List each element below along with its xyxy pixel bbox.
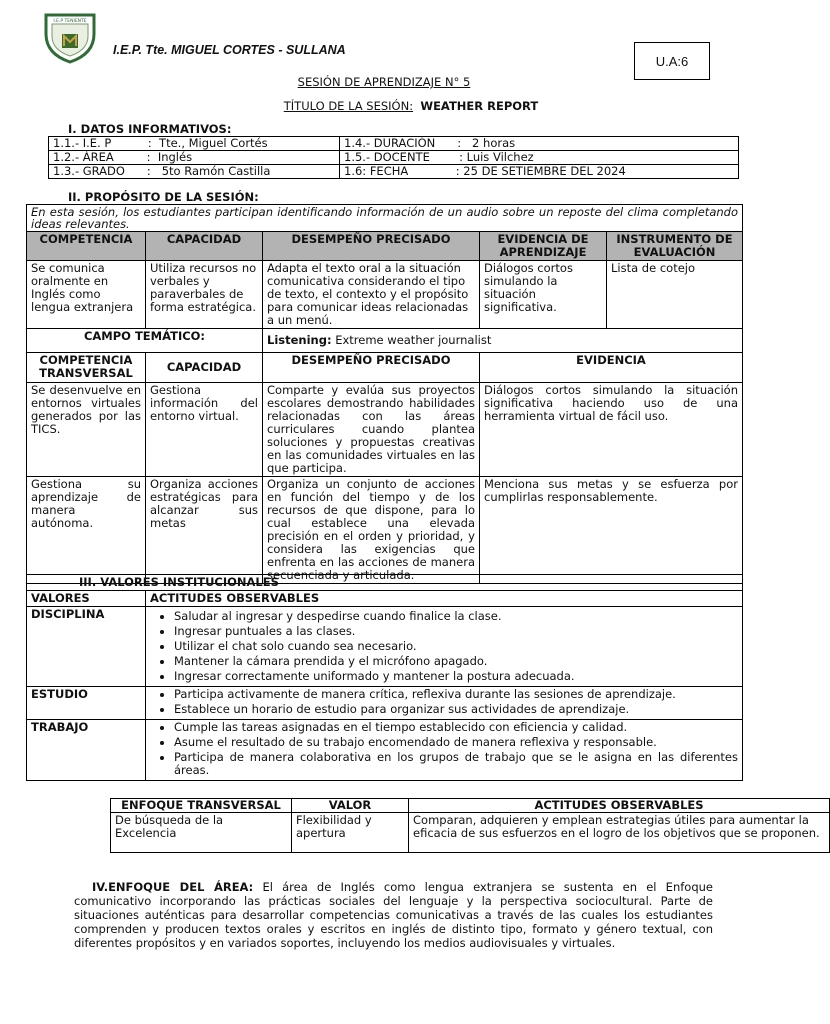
enfoque-table: ENFOQUE TRANSVERSAL VALOR ACTITUDES OBSERVABLES De búsqueda de la Excelencia Flexibilidad y apertura Comparan, adquieren y emplean estrategias útiles para aumentar la eficacia de sus esfuerzos en el logro de los objetivos que se proponen. <box>110 798 830 853</box>
list-item: • Establece un horario de estudio para organizar sus actividades de aprendizaje. <box>174 703 738 716</box>
proposito-table: En esta sesión, los estudiantes participan identificando información de un audio sobre un reposte del clima completando ideas relevantes. COMPETENCIA CAPACIDAD DESEMPEÑO PRECISADO EVIDENCIA DE APRENDIZAJE INSTRUMENTO DE EVALUACIÓN Se comunica oralmente en Inglés como lengua extranjera Utiliza recursos no verbales y paraverbales de forma estratégica. Adapta el texto oral a la situación comunicativa considerando el tipo de texto, el contexto y el propósito para comunicar ideas relacionadas a un menú. Diálogos cortos simulando la situación significativa. Lista de cotejo CAMPO TEMÁTICO: Listening: Extreme weather journalist COMPETENCIA TRANSVERSAL CAPACIDAD DESEMPEÑO PRECISADO EVIDENCIA Se desenvuelve en entornos virtuales generados por las TICS. Gestiona información del entorno virtual. Comparte y evalúa sus proyectos escolares demostrando habilidades relacionadas con las áreas curriculares cuando plantea soluciones y propuestas creativas en las comunidades virtuales en las que participa. Diálogos cortos simulando la situación significativa haciendo uso de una herramienta virtual de fácil uso. Gestiona su aprendizaje de manera autónoma. Organiza acciones estratégicas para alcanzar sus metas Organiza un conjunto de acciones en función del tiempo y de los recursos de que dispone, para lo cual establece una elevada precisión en el orden y prioridad, y considera las exigencias que enfrenta en las acciones de manera secuenciada y articulada. Menciona sus metas y se esfuerza por cumplirlas responsablemente. <box>26 204 743 584</box>
list-item: • Participa activamente de manera crítica, reflexiva durante las sesiones de aprendizaje. <box>174 688 738 701</box>
valores-heading: III. VALORES INSTITUCIONALES <box>27 575 743 591</box>
table-row: De búsqueda de la Excelencia Flexibilidad y apertura Comparan, adquieren y emplean estrategias útiles para aumentar la eficacia de sus esfuerzos en el logro de los objetivos que se proponen. <box>111 813 830 853</box>
campo-value: Listening: Extreme weather journalist <box>263 329 743 353</box>
session-title: TÍTULO DE LA SESIÓN: WEATHER REPORT <box>283 99 539 113</box>
list-item: • Mantener la cámara prendida y el micrófono apagado. <box>174 655 738 668</box>
list-item: • Asume el resultado de su trabajo encomendado de manera reflexiva y responsable. <box>174 736 738 749</box>
table-row: Se desenvuelve en entornos virtuales generados por las TICS. Gestiona información del entorno virtual. Comparte y evalúa sus proyectos escolares demostrando habilidades relacionadas con las áreas curriculares cuando plantea soluciones y propuestas creativas en las comunidades virtuales en las que participa. Diálogos cortos simulando la situación significativa haciendo uso de una herramienta virtual de fácil uso. <box>27 383 743 477</box>
unit-box: U.A:6 <box>634 42 710 80</box>
list-item: • Participa de manera colaborativa en los grupos de trabajo que se le asigna en las diferentes áreas. <box>174 751 738 777</box>
svg-text:I.E.P TENIENTE: I.E.P TENIENTE <box>53 19 87 24</box>
table-row: 1.3.- GRADO : 5to Ramón Castilla 1.6: FECHA : 25 DE SETIEMBRE DEL 2024 <box>49 165 739 179</box>
datos-heading: I. DATOS INFORMATIVOS: <box>68 122 232 136</box>
proposito-heading: II. PROPÓSITO DE LA SESIÓN: <box>68 190 259 204</box>
list-item: • Ingresar correctamente uniformado y mantener la postura adecuada. <box>174 670 738 683</box>
table-row: 1.2.- ÁREA : Inglés 1.5.- DOCENTE : Luis Vilchez <box>49 151 739 165</box>
area-paragraph: IV.ENFOQUE DEL ÁREA: El área de Inglés como lengua extranjera se sustenta en el Enfoque comunicativo incorporando las prácticas sociales del lenguaje y la perspectiva sociocultural. Parte de situaciones auténticas para desarrollar competencias comunicativas a través de las cuales los estudiantes comprenden y producen textos orales y escritos en inglés de distinto tipo, formato y género textual, con diferentes propósitos y en variados soportes, incluyendo los medios audiovisuales y virtuales. <box>74 880 713 950</box>
table-row: Gestiona su aprendizaje de manera autónoma. Organiza acciones estratégicas para alcanzar sus metas Organiza un conjunto de acciones en función del tiempo y de los recursos de que dispone, para lo cual establece una elevada precisión en el orden y prioridad, y considera las exigencias que enfrenta en las acciones de manera secuenciada y articulada. Menciona sus metas y se esfuerza por cumplirlas responsablemente. <box>27 477 743 584</box>
table-row: TRABAJO • Cumple las tareas asignadas en el tiempo establecido con eficiencia y calidad. • Asume el resultado de su trabajo encomendado de manera reflexiva y responsable. • Participa de manera colaborativa en los grupos de trabajo que se le asigna en las diferentes áreas. <box>27 720 743 781</box>
table-row: 1.1.- I.E. P : Tte., Miguel Cortés 1.4.- DURACIÓN : 2 horas <box>49 137 739 151</box>
school-name: I.E.P. Tte. MIGUEL CORTES - SULLANA <box>113 43 346 57</box>
session-number: SESIÓN DE APRENDIZAJE N° 5 <box>297 75 471 89</box>
datos-table <box>48 136 739 179</box>
table-row: Se comunica oralmente en Inglés como lengua extranjera Utiliza recursos no verbales y paraverbales de forma estratégica. Adapta el texto oral a la situación comunicativa considerando el tipo de texto, el contexto y el propósito para comunicar ideas relacionadas a un menú. Diálogos cortos simulando la situación significativa. Lista de cotejo <box>27 261 743 329</box>
school-logo <box>40 12 100 64</box>
enfoque-table-wrap <box>110 798 820 854</box>
list-item: • Saludar al ingresar y despedirse cuando finalice la clase. <box>174 610 738 623</box>
table-row: ESTUDIO • Participa activamente de manera crítica, reflexiva durante las sesiones de aprendizaje. • Establece un horario de estudio para organizar sus actividades de aprendizaje. <box>27 687 743 720</box>
list-item: • Ingresar puntuales a las clases. <box>174 625 738 638</box>
list-item: • Cumple las tareas asignadas en el tiempo establecido con eficiencia y calidad. <box>174 721 738 734</box>
proposito-intro: En esta sesión, los estudiantes participan identificando información de un audio sobre un reposte del clima completando ideas relevantes. <box>27 205 743 232</box>
valores-table: III. VALORES INSTITUCIONALES VALORES ACTITUDES OBSERVABLES DISCIPLINA • Saludar al ingresar y despedirse cuando finalice la clase. • Ingresar puntuales a las clases. • Utilizar el chat solo cuando sea necesario. • Mantener la cámara prendida y el micrófono apagado. • Ingresar correctamente uniformado y mantener la postura adecuada. ESTUDIO • Participa activamente de manera crítica, reflexiva durante las sesiones de aprendizaje. • Establece un horario de estudio para organizar sus actividades de aprendizaje. TRABAJO • Cumple las tareas asignadas en el tiempo establecido con eficiencia y calidad. • Asume el resultado de su trabajo encomendado de manera reflexiva y responsable. • Participa de manera colaborativa en los grupos de trabajo que se le asigna en las diferentes áreas. <box>26 574 743 781</box>
table-row: DISCIPLINA • Saludar al ingresar y despedirse cuando finalice la clase. • Ingresar puntuales a las clases. • Utilizar el chat solo cuando sea necesario. • Mantener la cámara prendida y el micrófono apagado. • Ingresar correctamente uniformado y mantener la postura adecuada. <box>27 607 743 687</box>
list-item: • Utilizar el chat solo cuando sea necesario. <box>174 640 738 653</box>
campo-label: CAMPO TEMÁTICO: <box>27 329 263 353</box>
